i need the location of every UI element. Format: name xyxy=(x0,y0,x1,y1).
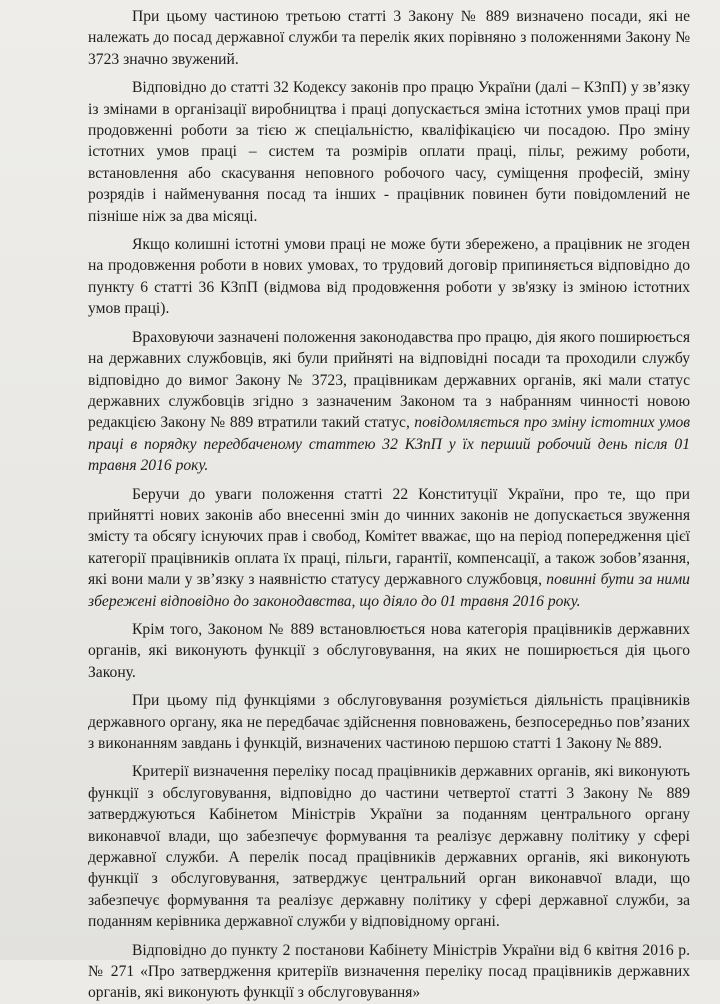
paragraph-4: Враховуючи зазначені положення законодавства про працю, дія якого поширюється на державних службовців, які були прийняті на відповідні посади та проходили службу відповідно до вимог Закону № 3723, працівникам державних органів, які мали статус державних службовців згідно з зазначеним Законом та з набранням чинності новою редакцією Закону № 889 втратили такий статус, повідомляється про зміну істотних умов праці в порядку передбаченому статтею 32 КЗпП у їх перший робочий день після 01 травня 2016 року. xyxy=(88,328,691,475)
paragraph-2: Відповідно до статті 32 Кодексу законів про працю України (далі – КЗпП) у зв’язку із змінами в організації виробництва і праці допускається зміна істотних умов праці при продовженні роботи за тією ж спеціальністю, кваліфікацією чи посадою. Про зміну істотних умов праці – систем та розмірів оплати праці, пільг, режиму роботи, встановлення або скасування неповного робочого часу, суміщення професій, зміну розрядів і найменування посад та інших - працівник повинен бути повідомлений не пізніше ніж за два місяці. xyxy=(88,79,690,225)
paragraph-5: Беручи до уваги положення статті 22 Конституції України, про те, що при прийнятті нових законів або внесенні змін до чинних законів не допускається звуження змісту та обсягу існуючих прав і свобод, Комітет вважає, що на період попередження цієї категорії працівників оплата їх праці, пільги, гарантії, компенсації, а також зобов’язання, які вони мали у зв’язку з наявністю статусу державного службовця, повинні бути за ними збережені відповідно до законодавства, що діяло до 01 травня 2016 року. xyxy=(88,485,690,610)
paragraph-3: Якщо колишні істотні умови праці не може бути збережено, а працівник не згоден на продовження роботи в нових умовах, то трудовий договір припиняється відповідно до пункту 6 статті 36 КЗпП (відмова від продовження роботи у зв'язку із зміною істотних умов праці). xyxy=(88,236,690,318)
paragraph-9: Відповідно до пункту 2 постанови Кабінету Міністрів України від 6 квітня 2016 р. № 271 «Про затвердження критеріїв визначення переліку посад працівників державних органів, які виконують функції з обслуговування» xyxy=(88,941,690,1002)
paragraph-1: При цьому частиною третьою статті 3 Закону № 889 визначено посади, які не належать до посад державної служби та перелік яких порівняно з положеннями Закону № 3723 значно звужений. xyxy=(88,8,690,68)
paragraph-6: Крім того, Законом № 889 встановлюється нова категорія працівників державних органів, які виконують функції з обслуговування, на яких не поширюється дія цього Закону. xyxy=(88,620,690,681)
paragraph-7: При цьому під функціями з обслуговування розуміється діяльність працівників державного органу, яка не передбачає здійснення повноважень, безпосередньо пов’язаних з виконанням завдань і функцій, визначених частиною першою статті 1 Закону № 889. xyxy=(88,692,690,752)
paragraph-4-emphasis: повідомляється про зміну істотних умов праці в порядку передбаченому статтею 32 КЗпП у їх перший робочий день після 01 травня 2016 року. xyxy=(88,414,691,475)
paragraph-8: Критерії визначення переліку посад працівників державних органів, які виконують функції з обслуговування, відповідно до частини четвертої статті 3 Закону № 889 затверджуються Кабінетом Міністрів України за поданням центрального органу виконавчої влади, що забезпечує формування та реалізує державну політику у сфері державної служби. А перелік посад працівників державних органів, які виконують функції з обслуговування, затверджує центральний орган виконавчої влади, що забезпечує формування та реалізує державну політику у сфері державної служби, за поданням керівника державної служби у відповідному органі. xyxy=(88,763,690,931)
paragraph-5-emphasis: повинні бути за ними збережені відповідно до законодавства, що діяло до 01 травня 2016 року. xyxy=(88,571,690,610)
